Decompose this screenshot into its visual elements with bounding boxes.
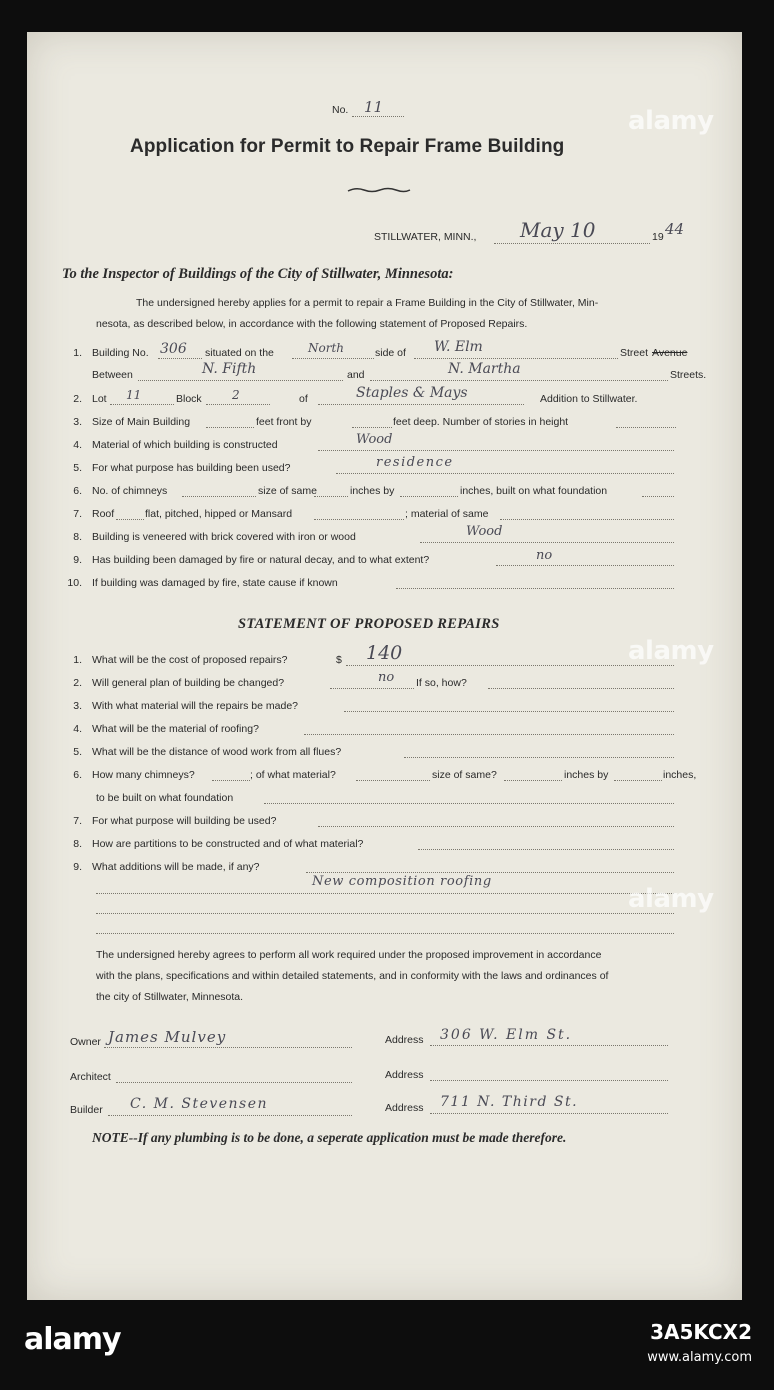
owner-label: Owner: [70, 1036, 101, 1048]
r9-label: What additions will be made, if any?: [92, 861, 260, 873]
addition-value: Staples & Mays: [356, 385, 468, 401]
q10-number: 10.: [67, 577, 82, 589]
r6-line-5: [264, 803, 674, 804]
watermark-top: alamy: [628, 106, 714, 136]
year-value: 44: [665, 220, 685, 238]
between-street-2: N. Martha: [448, 361, 521, 377]
q1-label-c: side of: [375, 347, 406, 359]
r1-currency: $: [336, 654, 342, 666]
q7-line-2: [314, 519, 404, 520]
r6-label-c: size of same?: [432, 769, 497, 781]
q7-label-b: flat, pitched, hipped or Mansard: [145, 508, 293, 520]
q1b-line-1: [138, 380, 343, 381]
q4-label: Material of which building is constructed: [92, 439, 278, 451]
q3-label: Size of Main Building: [92, 416, 191, 428]
q1-label: Building No.: [92, 347, 149, 359]
date-value: May 10: [520, 218, 596, 242]
document-title: Application for Permit to Repair Frame Building: [130, 136, 565, 157]
plan-change-value: no: [378, 670, 395, 685]
r2-label-b: If so, how?: [416, 677, 467, 689]
r5-label: What will be the distance of wood work from all flues?: [92, 746, 342, 758]
r6-line-2: [356, 780, 430, 781]
q6-number: 6.: [73, 485, 82, 497]
q1-line-no: [158, 358, 202, 359]
q10-label: If building was damaged by fire, state cause if known: [92, 577, 338, 589]
r8-line: [418, 849, 674, 850]
q2-line-block: [206, 404, 270, 405]
owner-line: [104, 1047, 352, 1048]
r6-label-f: to be built on what foundation: [96, 792, 234, 804]
q2-label: Lot: [92, 393, 107, 405]
r4-label: What will be the material of roofing?: [92, 723, 259, 735]
builder-address-label: Address: [385, 1102, 424, 1114]
agreement-line-3: the city of Stillwater, Minnesota.: [96, 991, 244, 1003]
architect-address-label: Address: [385, 1069, 424, 1081]
date-line: [494, 243, 650, 244]
damage-value: no: [536, 548, 553, 563]
q1b-label: Between: [92, 369, 133, 381]
builder-address-line: [430, 1113, 668, 1114]
salutation: To the Inspector of Buildings of the City of Stillwater, Minnesota:: [62, 266, 454, 282]
owner-address-line: [430, 1045, 668, 1046]
plumbing-note: NOTE--If any plumbing is to be done, a seperate application must be made therefore.: [92, 1130, 567, 1145]
q4-number: 4.: [73, 439, 82, 451]
r9-line-3: [96, 913, 674, 914]
q3-line-deep: [352, 427, 392, 428]
q1-line-side: [292, 358, 374, 359]
q9-label: Has building been damaged by fire or natural decay, and to what extent?: [92, 554, 430, 566]
q3-number: 3.: [73, 416, 82, 428]
q6-label: No. of chimneys: [92, 485, 168, 497]
year-printed: 19: [652, 231, 664, 243]
r6-label-b: ; of what material?: [250, 769, 336, 781]
watermark-lower: alamy: [628, 884, 714, 914]
owner-name: James Mulvey: [108, 1028, 227, 1046]
q6-line-2: [314, 496, 348, 497]
intro-line-1: The undersigned hereby applies for a permit to repair a Frame Building in the City of Stillwater, Min-: [136, 297, 599, 309]
alamy-url: www.alamy.com: [647, 1350, 752, 1365]
number-label: No.: [332, 104, 349, 116]
intro-line-2: nesota, as described below, in accordance with the following statement of Proposed Repairs.: [96, 318, 528, 330]
r9-line-2: [96, 893, 674, 894]
builder-address: 711 N. Third St.: [440, 1094, 579, 1110]
r9-line-1: [306, 872, 674, 873]
q10-line: [396, 588, 674, 589]
r6-label-d: inches by: [564, 769, 609, 781]
r9-line-4: [96, 933, 674, 934]
q6-label-d: inches, built on what foundation: [460, 485, 608, 497]
q2-label-block: Block: [176, 393, 202, 405]
q9-number: 9.: [73, 554, 82, 566]
q1-label-d: Street: [620, 347, 649, 359]
additions-value: New composition roofing: [312, 874, 492, 889]
q3-label-b: feet front by: [256, 416, 312, 428]
architect-address-line: [430, 1080, 668, 1081]
q6-line-1: [182, 496, 256, 497]
q6-line-3: [400, 496, 458, 497]
architect-line: [116, 1082, 352, 1083]
q7-label-c: ; material of same: [405, 508, 489, 520]
number-line: [352, 116, 404, 117]
r3-line: [344, 711, 674, 712]
builder-name: C. M. Stevensen: [130, 1096, 269, 1112]
r6-label: How many chimneys?: [92, 769, 195, 781]
r4-number: 4.: [73, 723, 82, 735]
q8-number: 8.: [73, 531, 82, 543]
r1-number: 1.: [73, 654, 82, 666]
r2-label: Will general plan of building be changed?: [92, 677, 285, 689]
q1b-label-streets: Streets.: [670, 369, 707, 381]
q2-line-lot: [110, 404, 174, 405]
q5-number: 5.: [73, 462, 82, 474]
q1b-line-2: [370, 380, 668, 381]
q1-number: 1.: [73, 347, 82, 359]
material-value: Wood: [356, 432, 393, 447]
repairs-heading: STATEMENT OF PROPOSED REPAIRS: [238, 616, 500, 632]
r6-line-1: [212, 780, 250, 781]
r6-line-3: [504, 780, 562, 781]
q8-label: Building is veneered with brick covered with iron or wood: [92, 531, 356, 543]
r5-line: [404, 757, 674, 758]
q9-line: [496, 565, 674, 566]
q1b-label-and: and: [347, 369, 365, 381]
r7-line: [318, 826, 674, 827]
q3-line-stories: [616, 427, 676, 428]
r9-number: 9.: [73, 861, 82, 873]
q6-line-4: [642, 496, 674, 497]
r3-label: With what material will the repairs be made?: [92, 700, 299, 712]
image-code: 3A5KCX2: [650, 1320, 752, 1344]
owner-address-label: Address: [385, 1034, 424, 1046]
r6-number: 6.: [73, 769, 82, 781]
q1-line-street: [414, 358, 618, 359]
place-label: STILLWATER, MINN.,: [374, 231, 477, 243]
q6-label-c: inches by: [350, 485, 395, 497]
r2-number: 2.: [73, 677, 82, 689]
between-street-1: N. Fifth: [202, 361, 257, 377]
q3-label-c: feet deep. Number of stories in height: [393, 416, 569, 428]
builder-line: [108, 1115, 352, 1116]
lot-value: 11: [126, 388, 142, 402]
r1-line: [346, 665, 674, 666]
q6-label-b: size of same: [258, 485, 317, 497]
q5-label: For what purpose has building been used?: [92, 462, 291, 474]
builder-label: Builder: [70, 1104, 103, 1116]
r4-line: [304, 734, 674, 735]
veneer-value: Wood: [466, 524, 503, 539]
q7-line-3: [500, 519, 674, 520]
q3-line-front: [206, 427, 254, 428]
q1-label-b: situated on the: [205, 347, 274, 359]
building-street: W. Elm: [434, 339, 483, 355]
repair-cost-value: 140: [366, 642, 403, 664]
r7-number: 7.: [73, 815, 82, 827]
q2-line-addition: [318, 404, 524, 405]
architect-label: Architect: [70, 1071, 111, 1083]
building-side: North: [308, 341, 345, 355]
block-value: 2: [232, 388, 240, 402]
alamy-logo: alamy: [24, 1322, 121, 1357]
r2-line-1: [330, 688, 414, 689]
title-flourish: [346, 186, 412, 194]
r6-line-4: [614, 780, 662, 781]
r3-number: 3.: [73, 700, 82, 712]
r8-number: 8.: [73, 838, 82, 850]
q5-line: [336, 473, 674, 474]
q7-number: 7.: [73, 508, 82, 520]
agreement-line-1: The undersigned hereby agrees to perform all work required under the proposed improvement in accordance: [96, 949, 602, 961]
watermark-middle: alamy: [628, 636, 714, 666]
q7-line-1: [116, 519, 144, 520]
purpose-value: residence: [376, 455, 454, 470]
q4-line: [318, 450, 674, 451]
r8-label: How are partitions to be constructed and of what material?: [92, 838, 364, 850]
q1-label-avenue: Avenue: [652, 347, 688, 359]
agreement-line-2: with the plans, specifications and within detailed statements, and in conformity with the laws and ordinances of: [96, 970, 609, 982]
r7-label: For what purpose will building be used?: [92, 815, 277, 827]
r6-label-e: inches,: [663, 769, 697, 781]
r5-number: 5.: [73, 746, 82, 758]
owner-address: 306 W. Elm St.: [440, 1027, 573, 1043]
q2-label-d: Addition to Stillwater.: [540, 393, 638, 405]
q2-label-of: of: [299, 393, 308, 405]
q7-label: Roof: [92, 508, 115, 520]
r1-label: What will be the cost of proposed repairs?: [92, 654, 288, 666]
q2-number: 2.: [73, 393, 82, 405]
building-number: 306: [160, 341, 187, 357]
q8-line: [420, 542, 674, 543]
r2-line-2: [488, 688, 674, 689]
number-value: 11: [364, 98, 384, 116]
